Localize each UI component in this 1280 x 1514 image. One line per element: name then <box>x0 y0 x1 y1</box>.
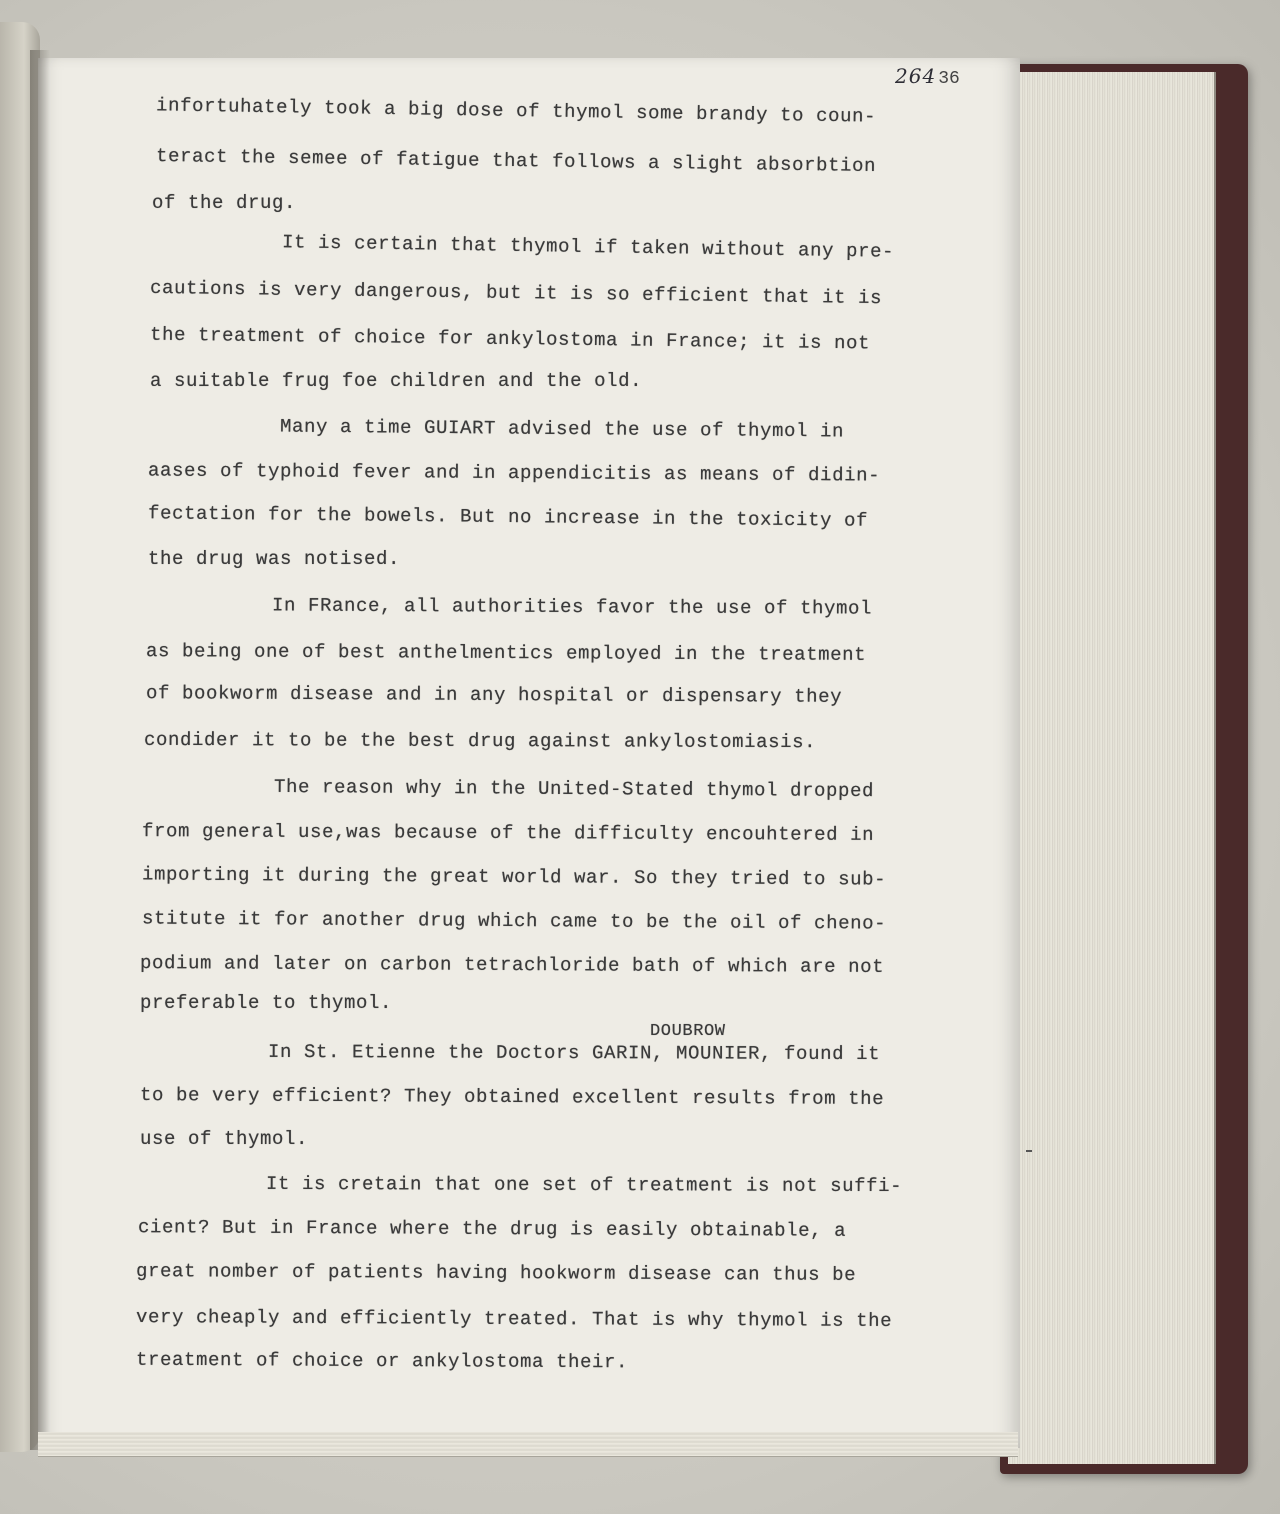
text-line: infortuhately took a big dose of thymol some brandy to coun- <box>155 94 877 128</box>
text-line: treatment of choice or ankylostoma their. <box>135 1348 629 1374</box>
text-line: In St. Etienne the Doctors GARIN, MOUNIER, found it <box>267 1040 881 1066</box>
text-line: of bookworm disease and in any hospital or dispensary they <box>145 682 843 708</box>
text-line: podium and later on carbon tetrachloride bath of which are not <box>139 952 885 978</box>
typed-page-number: 36 <box>938 69 960 89</box>
text-line: stitute it for another drug which came to be the oil of cheno- <box>141 907 887 935</box>
text-line: from general use,was because of the difficulty encouhtered in <box>141 820 875 846</box>
text-line: use of thymol. <box>140 1128 309 1150</box>
text-line: the treatment of choice for ankylostoma in France; it is not <box>149 323 871 355</box>
text-line: In FRance, all authorities favor the use of thymol <box>271 594 873 620</box>
text-line: very cheaply and efficiently treated. That is why thymol is the <box>135 1306 893 1332</box>
page-edge-mark <box>1026 1150 1032 1152</box>
text-line: cautions is very dangerous, but it is so efficient that it is <box>149 276 883 310</box>
text-line: It is cretain that one set of treatment is not suffi- <box>265 1172 903 1198</box>
text-line: The reason why in the United-Stated thymol dropped <box>273 775 875 803</box>
text-line: condider it to be the best drug against ankylostomiasis. <box>143 728 817 754</box>
text-line: aases of typhoid fever and in appendicitis as means of didin- <box>147 459 881 487</box>
text-line: It is certain that thymol if taken without any pre- <box>281 231 895 263</box>
text-line: Many a time GUIART advised the use of thymol in <box>279 415 845 443</box>
page-block-edges <box>1008 72 1216 1464</box>
page-number <box>895 64 960 89</box>
text-line: to be very efficient? They obtained excellent results from the <box>139 1084 885 1110</box>
spine-shadow <box>30 50 50 1450</box>
handwritten-page-number: 264 <box>895 64 937 88</box>
text-line: of the drug. <box>152 192 297 214</box>
text-line: the drug was notised. <box>148 548 401 570</box>
text-line: a suitable frug foe children and the old. <box>150 370 643 392</box>
page-bottom-edge <box>38 1432 1018 1457</box>
text-line-insert: DOUBROW <box>650 1022 726 1041</box>
text-line: fectation for the bowels. But no increase in the toxicity of <box>147 502 869 532</box>
text-line: importing it during the great world war. So they tried to sub- <box>141 863 887 891</box>
text-line: teract the semee of fatigue that follows a slight absorbtion <box>155 144 877 178</box>
text-line: as being one of best anthelmentics employed in the treatment <box>145 640 867 666</box>
text-line: cient? But in France where the drug is easily obtainable, a <box>137 1216 847 1242</box>
text-line: preferable to thymol. <box>140 992 393 1014</box>
text-line: great nomber of patients having hookworm disease can thus be <box>135 1260 857 1286</box>
